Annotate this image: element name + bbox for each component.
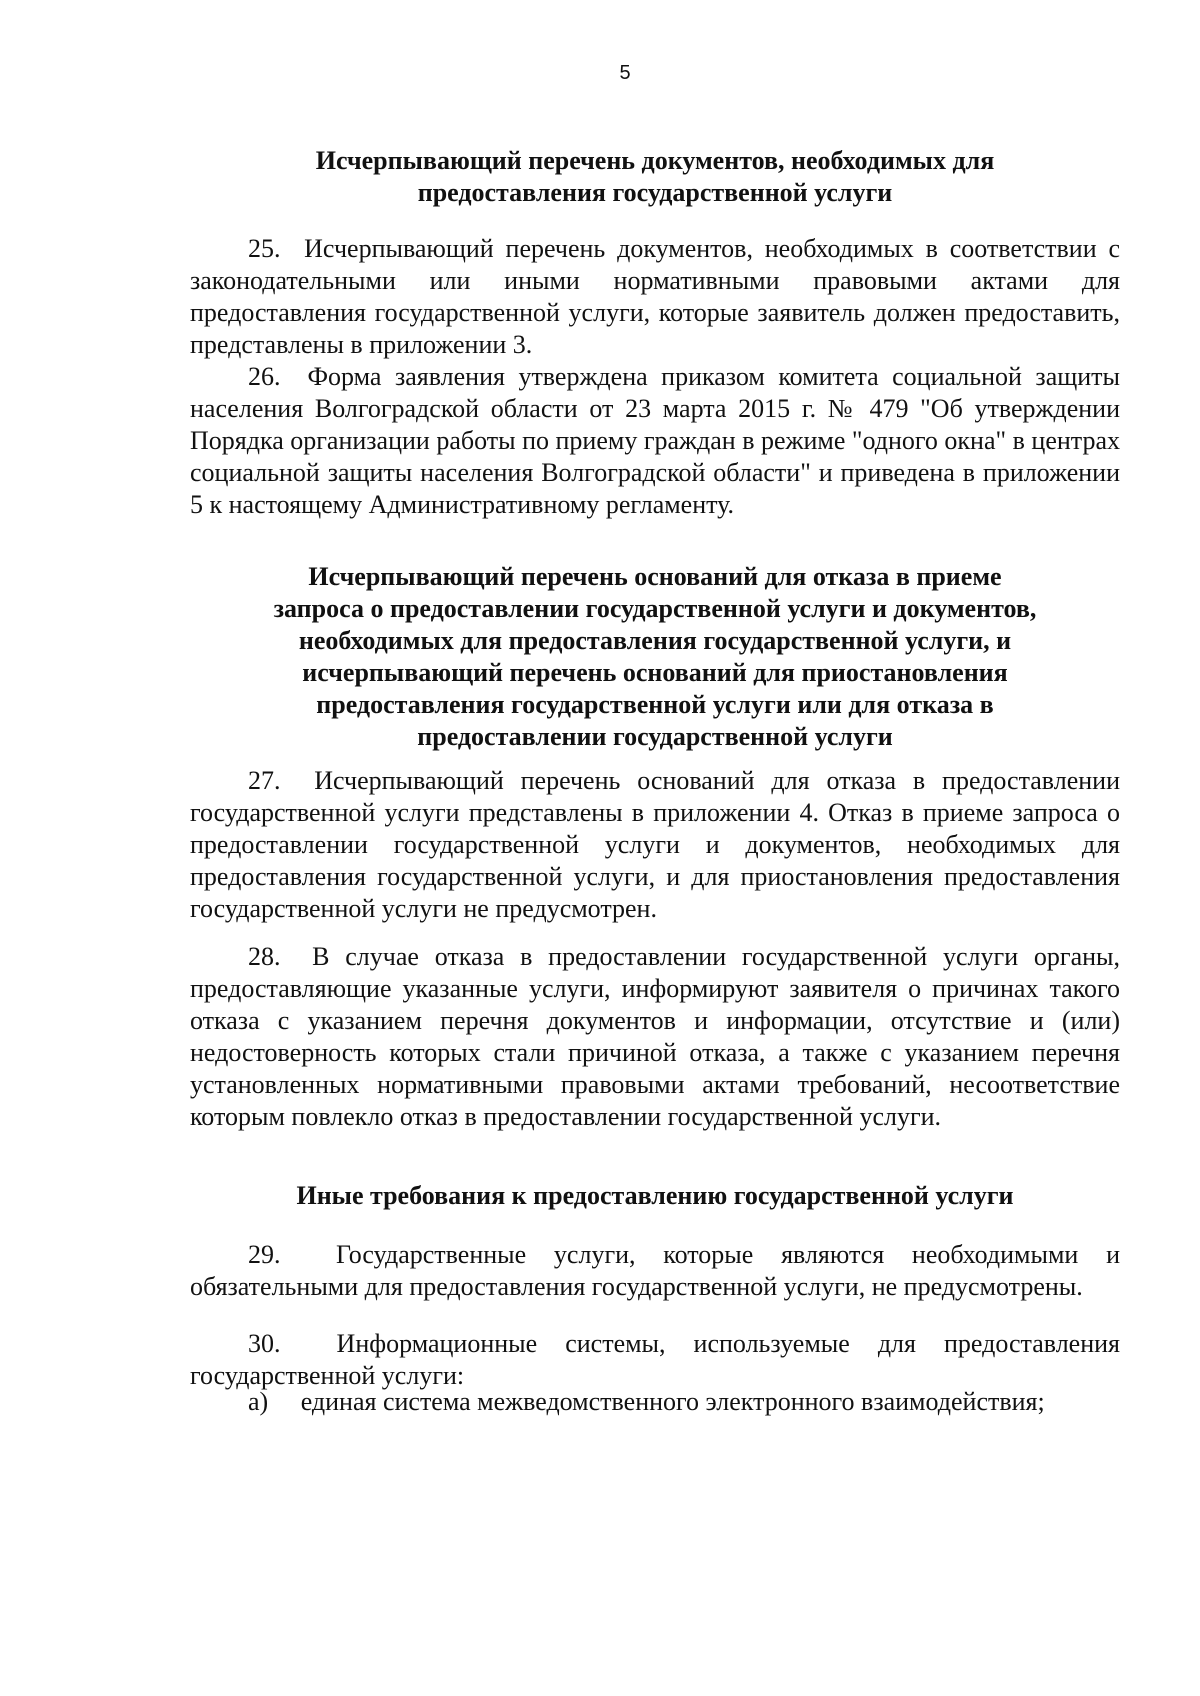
heading-line: Иные требования к предоставлению государственной услуги: [296, 1181, 1014, 1210]
heading-line: предоставления государственной услуги: [417, 178, 893, 207]
list-item-text: а) единая система межведомственного электронного взаимодействия;: [248, 1387, 1045, 1416]
heading-line: исчерпывающий перечень оснований для приостановления: [302, 658, 1008, 687]
paragraph-26: [190, 361, 1120, 521]
page-number: 5: [619, 62, 631, 84]
heading-line: Исчерпывающий перечень оснований для отказа в приеме: [308, 562, 1002, 591]
paragraph-29: [190, 1239, 1120, 1303]
paragraph-text: 30. Информационные системы, используемые для предоставления государственной услуги:: [190, 1329, 1120, 1390]
heading-line: предоставления государственной услуги или для отказа в: [316, 690, 994, 719]
section-heading-refusal-grounds: [190, 561, 1120, 753]
heading-line: запроса о предоставлении государственной услуги и документов,: [273, 594, 1037, 623]
heading-line: Исчерпывающий перечень документов, необходимых для: [315, 146, 995, 175]
paragraph-text: 28. В случае отказа в предоставлении государственной услуги органы, предоставляющие указанные услуги, информируют заявителя о причинах такого отказа с указанием перечня документов и информации, отсутствие и (или) недостоверность которых стали причиной отказа, а также с указанием перечня установленных нормативными правовыми актами требований, несоответствие которым повлекло отказ в предоставлении государственной услуги.: [190, 942, 1120, 1131]
paragraph-text: 27. Исчерпывающий перечень оснований для отказа в предоставлении государственной услуги представлены в приложении 4. Отказ в приеме запроса о предоставлении государственной услуги и документов, необходимых для предоставления государственной услуги, и для приостановления предоставления государственной услуги не предусмотрен.: [190, 766, 1120, 923]
paragraph-25: [190, 233, 1120, 361]
paragraph-text: 26. Форма заявления утверждена приказом комитета социальной защиты населения Волгоградской области от 23 марта 2015 г. № 479 "Об утверждении Порядка организации работы по приему граждан в режиме "одного окна" в центрах социальной защиты населения Волгоградской области" и приведена в приложении 5 к настоящему Административному регламенту.: [190, 362, 1120, 519]
section-heading-documents: [190, 145, 1120, 209]
section-heading-other-requirements: [190, 1180, 1120, 1212]
list-item-a: [190, 1386, 1120, 1418]
paragraph-text: 25. Исчерпывающий перечень документов, необходимых в соответствии с законодательными или иными нормативными правовыми актами для предоставления государственной услуги, которые заявитель должен предоставить, представлены в приложении 3.: [190, 234, 1120, 359]
paragraph-28: [190, 941, 1120, 1133]
paragraph-27: [190, 765, 1120, 925]
paragraph-30: [190, 1328, 1120, 1392]
heading-line: необходимых для предоставления государственной услуги, и: [298, 626, 1012, 655]
heading-line: предоставлении государственной услуги: [417, 722, 893, 751]
paragraph-text: 29. Государственные услуги, которые являются необходимыми и обязательными для предоставления государственной услуги, не предусмотрены.: [190, 1240, 1120, 1301]
